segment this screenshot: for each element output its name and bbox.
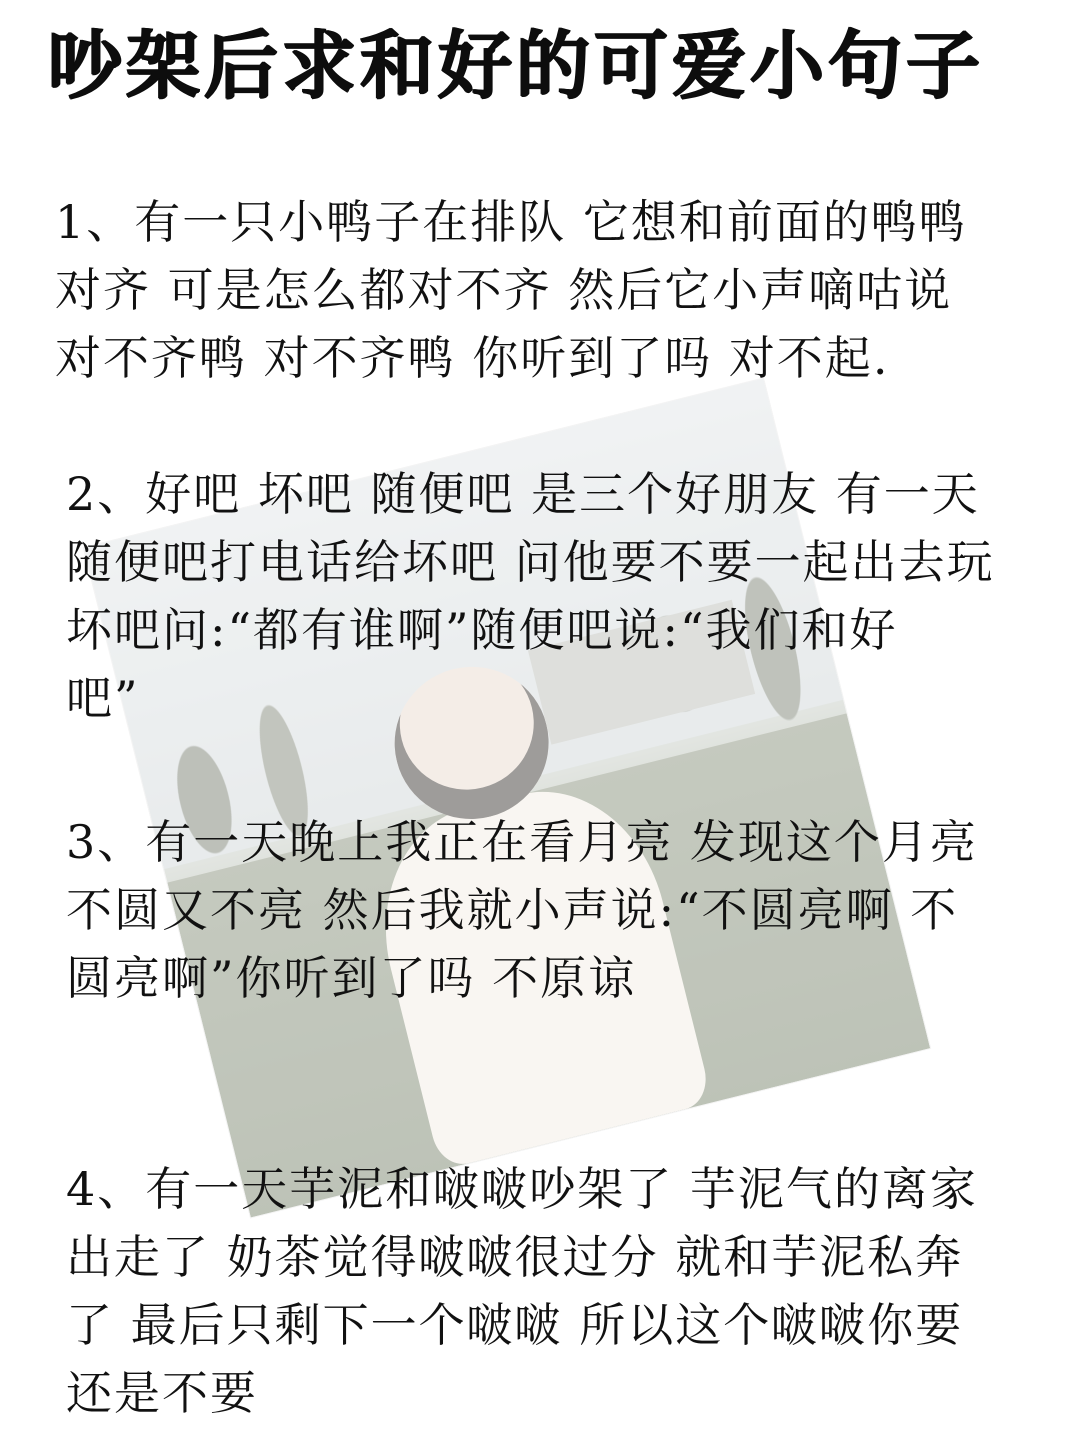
sentence-line: 对不齐鸭 对不齐鸭 你听到了吗 对不起. — [55, 331, 890, 385]
sentence-line: 3、有一天晚上我正在看月亮 发现这个月亮 — [66, 815, 978, 869]
sentence-3 — [66, 808, 978, 1012]
sentence-line: 2、好吧 坏吧 随便吧 是三个好朋友 有一天 — [66, 467, 980, 521]
sentence-line: 坏吧问:“都有谁啊”随便吧说:“我们和好 — [66, 603, 898, 657]
sentence-line: 不圆又不亮 然后我就小声说:“不圆亮啊 不 — [66, 883, 959, 937]
page-title: 吵架后求和好的可爱小句子 — [48, 23, 984, 109]
sentence-line: 1、有一只小鸭子在排队 它想和前面的鸭鸭 — [55, 195, 967, 249]
sentence-4 — [66, 1155, 978, 1427]
sentence-line: 圆亮啊”你听到了吗 不原谅 — [66, 951, 637, 1005]
sentence-line: 出走了 奶茶觉得啵啵很过分 就和芋泥私奔 — [66, 1230, 964, 1284]
sentence-line: 还是不要 — [66, 1366, 258, 1420]
sentence-line: 吧” — [66, 671, 140, 725]
sentence-line: 了 最后只剩下一个啵啵 所以这个啵啵你要 — [66, 1298, 964, 1352]
sentence-line: 对齐 可是怎么都对不齐 然后它小声嘀咕说 — [55, 263, 953, 317]
sentence-line: 4、有一天芋泥和啵啵吵架了 芋泥气的离家 — [66, 1162, 978, 1216]
sentence-1 — [55, 188, 967, 392]
sentence-2 — [66, 460, 995, 732]
sentence-line: 随便吧打电话给坏吧 问他要不要一起出去玩 — [66, 535, 995, 589]
